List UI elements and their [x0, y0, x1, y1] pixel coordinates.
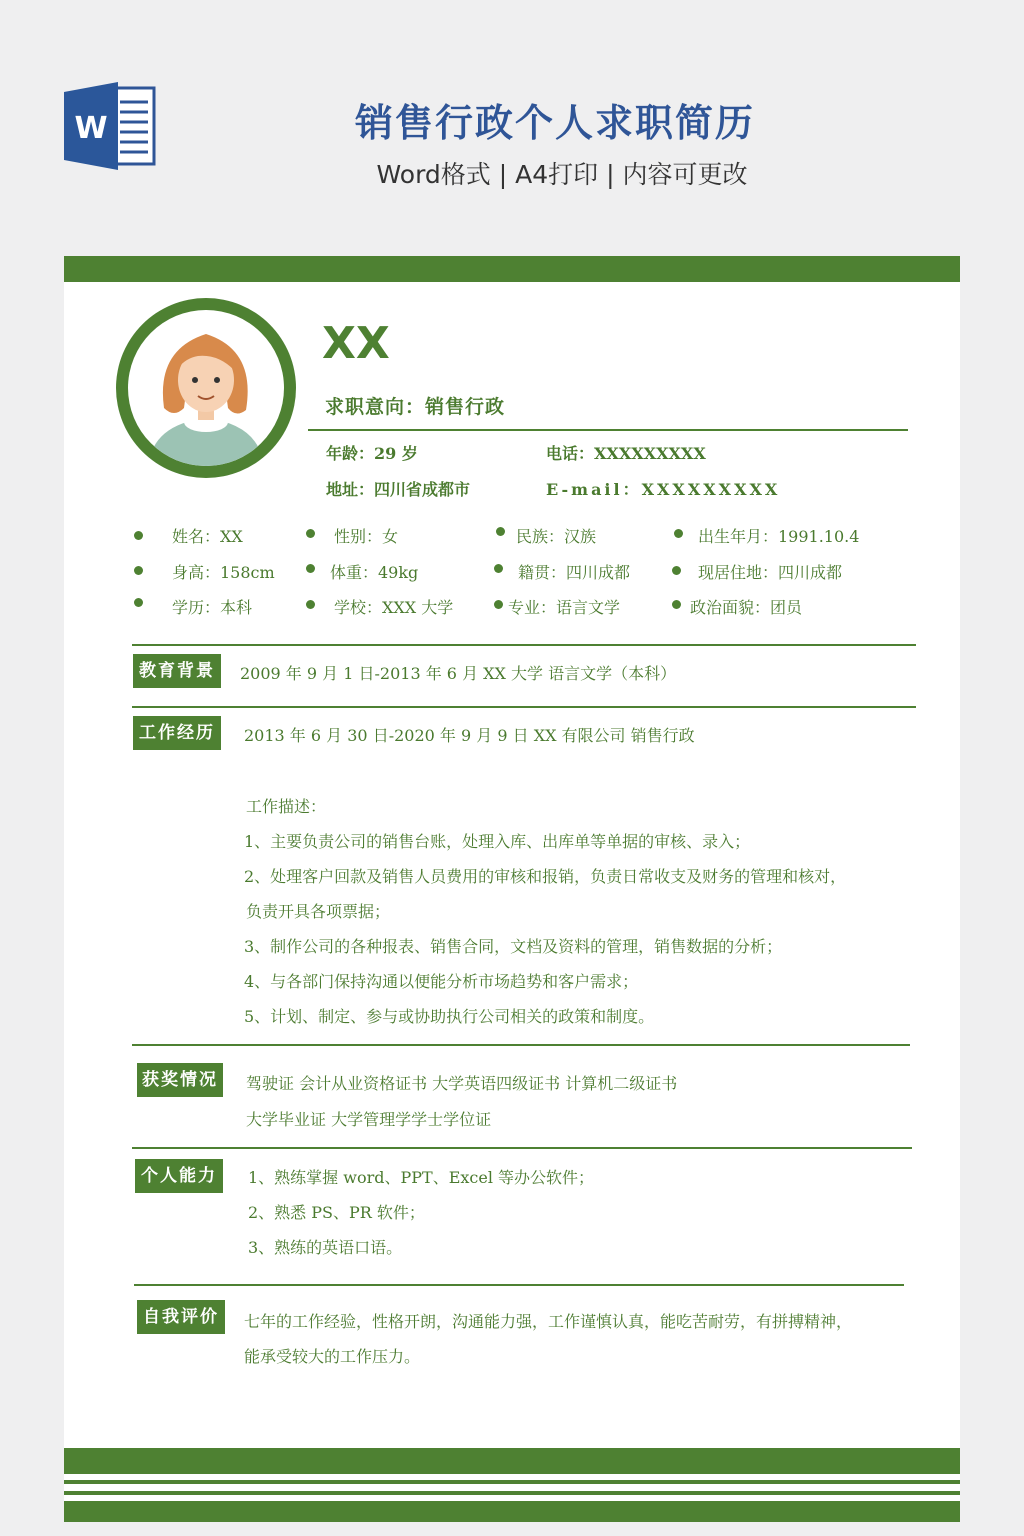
divider — [132, 1147, 912, 1149]
footer-stripe — [64, 1480, 960, 1484]
skill-line: 3、熟练的英语口语。 — [248, 1238, 403, 1257]
self-eval-line: 能承受较大的工作压力。 — [244, 1347, 421, 1366]
divider — [134, 1284, 904, 1286]
job-intent: 求职意向：销售行政 — [325, 396, 506, 418]
info-weight: 体重：49kg — [330, 563, 419, 582]
divider — [308, 429, 908, 431]
avatar-illustration — [128, 310, 284, 466]
age-field: 年龄：29 岁 — [326, 444, 418, 463]
bullet-dot — [134, 566, 143, 575]
info-major: 专业：语言文学 — [508, 598, 621, 617]
bullet-dot — [672, 566, 681, 575]
avatar — [128, 310, 284, 466]
phone-field: 电话：XXXXXXXXX — [546, 444, 706, 463]
bullet-dot — [494, 564, 503, 573]
skill-line: 1、熟练掌握 word、PPT、Excel 等办公软件； — [248, 1168, 595, 1187]
divider — [132, 644, 916, 646]
section-label-work: 工作经历 — [133, 716, 221, 750]
bullet-dot — [134, 531, 143, 540]
page-title: 销售行政个人求职简历 — [354, 101, 755, 145]
footer-accent-bar — [64, 1448, 960, 1474]
divider — [132, 706, 916, 708]
info-degree: 学历：本科 — [172, 598, 253, 617]
bullet-dot — [134, 598, 143, 607]
candidate-name: XX — [322, 318, 390, 369]
work-desc-line: 负责开具各项票据； — [246, 902, 391, 921]
email-field: E-mail：XXXXXXXXX — [546, 480, 781, 499]
bullet-dot — [306, 564, 315, 573]
education-entry: 2009 年 9 月 1 日-2013 年 6 月 XX 大学 语言文学（本科） — [240, 664, 677, 683]
self-eval-line: 七年的工作经验，性格开朗，沟通能力强，工作谨慎认真，能吃苦耐劳，有拼搏精神， — [244, 1312, 853, 1331]
info-residence: 现居住地：四川成都 — [698, 563, 843, 582]
bullet-dot — [306, 600, 315, 609]
info-native: 籍贯：四川成都 — [518, 563, 631, 582]
address-field: 地址：四川省成都市 — [326, 480, 471, 499]
section-label-awards: 获奖情况 — [137, 1063, 223, 1097]
bullet-dot — [494, 600, 503, 609]
work-desc-line: 4、与各部门保持沟通以便能分析市场趋势和客户需求； — [244, 972, 639, 991]
work-desc-line: 1、主要负责公司的销售台账，处理入库、出库单等单据的审核、录入； — [244, 832, 751, 851]
info-gender: 性别：女 — [334, 527, 399, 546]
info-birth: 出生年月：1991.10.4 — [698, 527, 860, 546]
work-desc-title: 工作描述： — [246, 797, 327, 816]
work-entry: 2013 年 6 月 30 日-2020 年 9 月 9 日 XX 有限公司 销售行政 — [244, 726, 695, 745]
section-label-education: 教育背景 — [133, 654, 221, 688]
footer-accent-bar — [64, 1501, 960, 1522]
work-desc-line: 2、处理客户回款及销售人员费用的审核和报销，负责日常收支及财务的管理和核对， — [244, 867, 847, 886]
info-political: 政治面貌：团员 — [690, 598, 803, 617]
info-school: 学校：XXX 大学 — [334, 598, 454, 617]
bullet-dot — [306, 529, 315, 538]
bullet-dot — [674, 529, 683, 538]
info-name: 姓名：XX — [172, 527, 243, 546]
work-desc-line: 5、计划、制定、参与或协助执行公司相关的政策和制度。 — [244, 1007, 655, 1026]
section-label-self-eval: 自我评价 — [137, 1300, 225, 1334]
bullet-dot — [672, 600, 681, 609]
footer-stripe — [64, 1491, 960, 1495]
awards-line: 大学毕业证 大学管理学学士学位证 — [246, 1110, 492, 1129]
skill-line: 2、熟悉 PS、PR 软件； — [248, 1203, 425, 1222]
top-accent-bar — [64, 256, 960, 282]
info-height: 身高：158cm — [172, 563, 275, 582]
divider — [132, 1044, 910, 1046]
svg-text:W: W — [74, 111, 108, 146]
work-desc-line: 3、制作公司的各种报表、销售合同，文档及资料的管理，销售数据的分析； — [244, 937, 783, 956]
page-subtitle: Word格式 | A4打印 | 内容可更改 — [376, 160, 748, 189]
section-label-skills: 个人能力 — [135, 1159, 223, 1193]
awards-line: 驾驶证 会计从业资格证书 大学英语四级证书 计算机二级证书 — [246, 1074, 678, 1093]
info-ethnicity: 民族：汉族 — [516, 527, 597, 546]
bullet-dot — [496, 527, 505, 536]
